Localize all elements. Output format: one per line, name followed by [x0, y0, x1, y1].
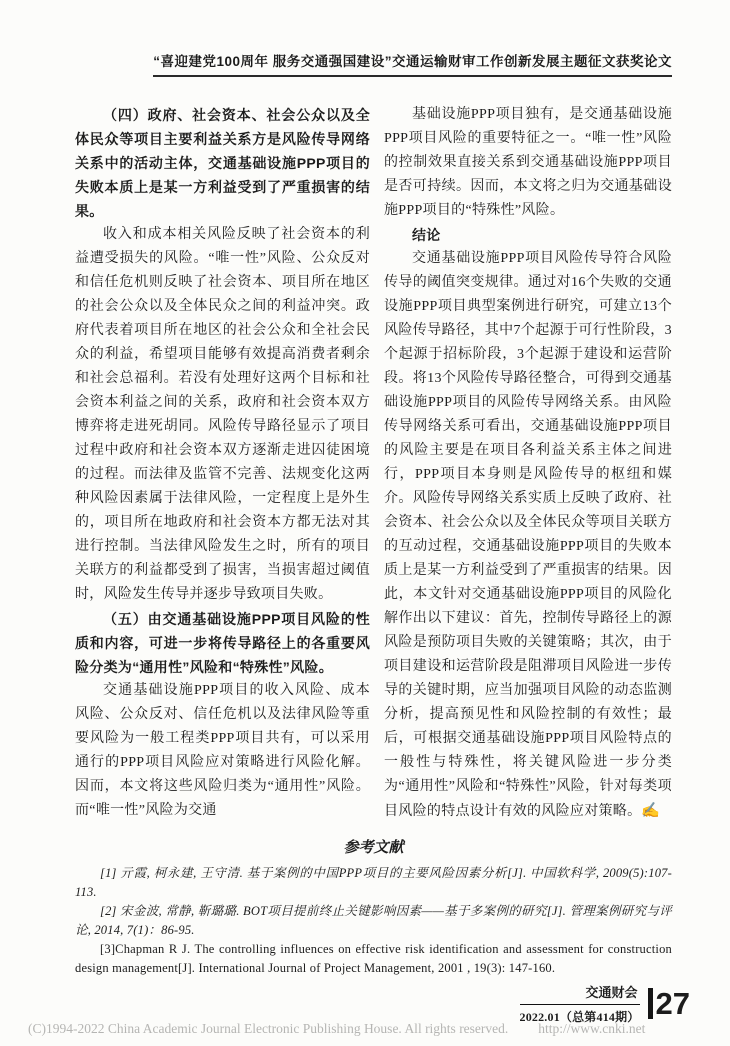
paragraph-section-5: （五）由交通基础设施PPP项目风险的性质和内容，可进一步将传导路径上的各重要风险分类为“通用性”风险和“特殊性”风险。	[75, 611, 370, 675]
paragraph: 收入和成本相关风险反映了社会资本的利益遭受损失的风险。“唯一性”风险、公众反对和信任危机则反映了社会资本、项目所在地区的社会公众以及全体民众之间的利益冲突。政府代表着项目所在地区的社会公众和全社会民众的利益，希望项目能够有效提高消费者剩余和社会总福利。若没有处理好这两个目标和社会资本利益之间的关系，政府和社会资本双方博弈将走进死胡同。风险传导路径显示了项目过程中政府和社会资本双方逐渐走进囚徒困境的过程。而法律及监管不完善、法规变化这两种风险因素属于法律风险，一定程度上是外生的，项目所在地政府和社会资本方都无法对其进行控制。当法律风险发生之时，所有的项目关联方的利益都受到了损害，当损害超过阈值时，风险发生传导并逐步导致项目失败。	[75, 227, 370, 602]
watermark-copyright: (C)1994-2022 China Academic Journal Electronic Publishing House. All rights reserved.	[28, 1021, 509, 1036]
references-heading: 参考文献	[343, 840, 404, 856]
left-column	[75, 103, 370, 824]
page	[0, 50, 730, 978]
header-title: “喜迎建党100周年 服务交通强国建设”交通运输财审工作创新发展主题征文获奖论文	[153, 50, 672, 77]
page-header	[75, 50, 672, 77]
watermark-url: http://www.cnki.net	[538, 1021, 646, 1036]
paragraph: 交通基础设施PPP项目的收入风险、成本风险、公众反对、信任危机以及法律风险等重要风险为一般工程类PPP项目共有，可以采用通行的PPP项目风险应对策略进行风险化解。因而，本文将这些风险归类为“通用性”风险。而“唯一性”风险为交通	[75, 683, 370, 818]
page-footer	[520, 982, 691, 1025]
article-body	[75, 103, 672, 824]
footer-issue: 2022.01（总第414期）	[519, 1010, 640, 1024]
paragraph-section-4: （四）政府、社会资本、社会公众以及全体民众等项目主要利益关系方是风险传导网络关系中的活动主体，交通基础设施PPP项目的失败本质上是某一方利益受到了严重损害的结果。	[75, 107, 370, 219]
page-number-bar	[648, 988, 653, 1019]
references-section	[75, 836, 672, 978]
right-column	[384, 103, 672, 824]
footer-issue-block	[520, 982, 640, 1025]
conclusion-text: 交通基础设施PPP项目风险传导符合风险传导的阈值突变规律。通过对16个失败的交通设施PPP项目典型案例进行研究，可建立13个风险传导路径，其中7个起源于可行性阶段，3个起源于招标阶段，3个起源于建设和运营阶段。将13个风险传导路径整合，可得到交通基础设施PPP项目的风险传导网络关系。由风险传导网络关系可看出，交通基础设施PPP项目的风险主要是在项目各利益关系主体之间进行，PPP项目本身则是风险传导的枢纽和媒介。风险传导网络关系实质上反映了政府、社会资本、社会公众以及全体民众等项目关联方的互动过程，交通基础设施PPP项目的失败本质上是某一方利益受到了严重损害的结果。因此，本文针对交通基础设施PPP项目的风险化解作出以下建议：首先，控制传导路径上的源风险是预防项目失败的关键策略；其次，由于项目建设和运营阶段是阻滞项目风险进一步传导的关键时期，应当加强项目风险的动态监测分析，提高预见性和风险控制的有效性；最后，可根据交通基础设施PPP项目风险特点的一般性与特殊性，将关键风险进一步分类为“通用性”风险和“特殊性”风险，针对每类项目风险的特点设计有效的风险应对策略。	[384, 251, 672, 819]
references-list	[75, 864, 672, 978]
reference-item: [2] 宋金波, 常静, 靳璐璐. BOT项目提前终止关键影响因素——基于多案例的研究[J]. 管理案例研究与评论, 2014, 7(1)：86-95.	[75, 904, 672, 937]
conclusion-heading: 结论	[412, 227, 441, 243]
footer-journal-name: 交通财会	[520, 982, 640, 1005]
footer-page-number: 27	[655, 986, 690, 1021]
watermark	[28, 1021, 645, 1037]
paragraph-conclusion	[384, 247, 672, 824]
reference-item: [1] 亓霞, 柯永建, 王守清. 基于案例的中国PPP项目的主要风险因素分析[J]. 中国软科学, 2009(5):107-113.	[75, 866, 672, 899]
end-mark-icon: ✍	[641, 803, 661, 819]
paragraph: 基础设施PPP项目独有，是交通基础设施PPP项目风险的重要特征之一。“唯一性”风险的控制效果直接关系到交通基础设施PPP项目是否可持续。因而，本文将之归为交通基础设施PPP项目的“特殊性”风险。	[384, 107, 672, 218]
reference-item: [3]Chapman R J. The controlling influences on effective risk identification and assessment for construction design management[J]. International Journal of Project Management, 2001 , 19(3): 147-160.	[75, 942, 672, 975]
